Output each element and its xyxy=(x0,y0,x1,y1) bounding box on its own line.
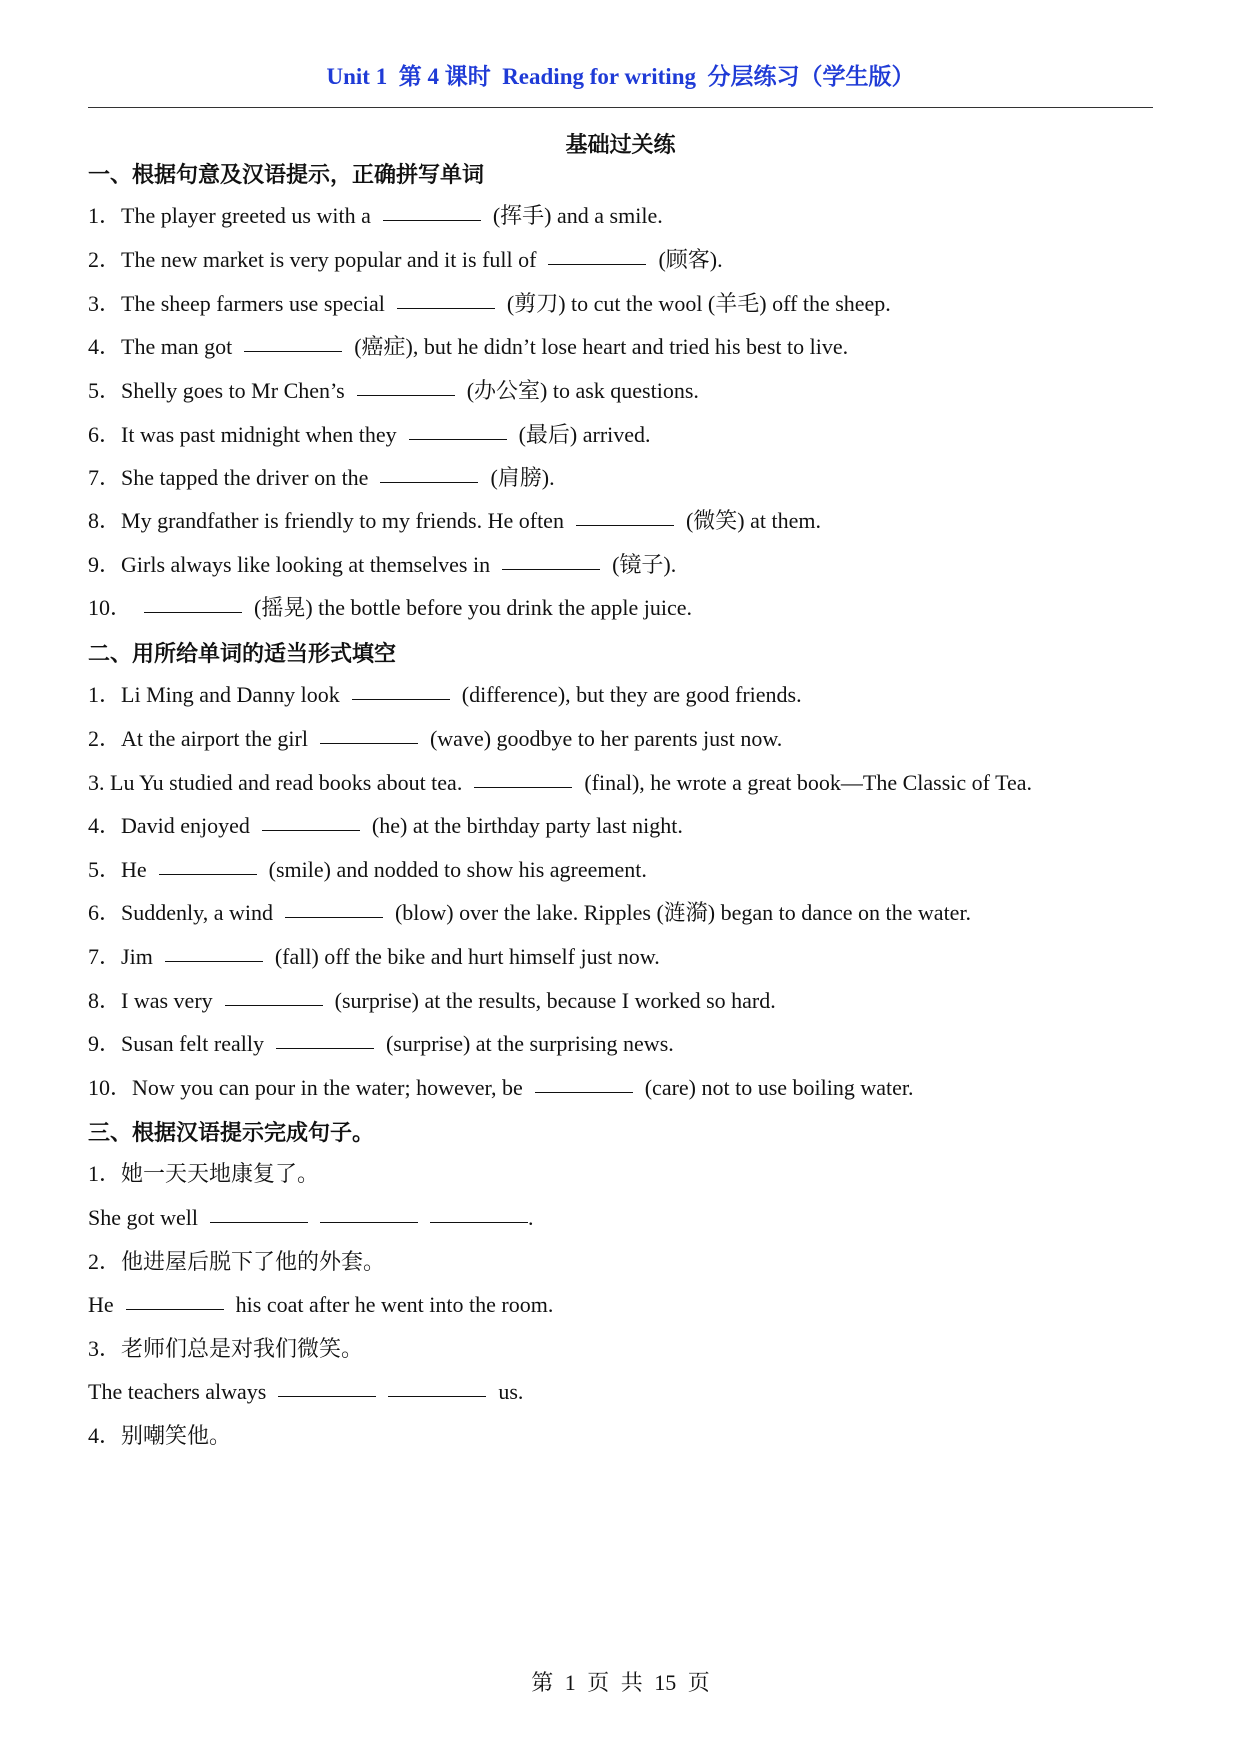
item-number: 7． xyxy=(88,944,122,969)
answer-blank[interactable] xyxy=(285,916,383,918)
answer-text-before: He xyxy=(88,1292,114,1317)
item-number: 6． xyxy=(88,422,122,447)
answer-text-after: . xyxy=(528,1205,534,1230)
s1-item-3 xyxy=(88,289,1198,319)
item-text-after: (final), he wrote a great book—The Classic of Tea. xyxy=(584,770,1032,795)
item-text-before: Jim xyxy=(121,944,153,969)
item-number: 5． xyxy=(88,857,122,882)
item-number: 2． xyxy=(88,726,122,751)
answer-blank[interactable] xyxy=(397,307,495,309)
header-divider xyxy=(88,107,1153,108)
s3-item-1-prompt xyxy=(88,1159,1198,1189)
s2-item-7 xyxy=(88,942,1198,972)
answer-blank[interactable] xyxy=(380,481,478,483)
s2-item-6 xyxy=(88,898,1198,928)
item-text-after: (顾客). xyxy=(658,247,723,272)
item-text-after: (摇晃) the bottle before you drink the apple juice. xyxy=(254,595,693,620)
s3-item-2-answer xyxy=(88,1290,1198,1320)
s2-item-5 xyxy=(88,855,1198,885)
item-text-before: I was very xyxy=(121,988,213,1013)
item-text-before: Li Ming and Danny look xyxy=(121,682,340,707)
answer-blank[interactable] xyxy=(388,1395,486,1397)
s2-item-3 xyxy=(88,768,1198,798)
answer-blank[interactable] xyxy=(210,1221,308,1223)
s3-item-3-prompt xyxy=(88,1334,1198,1364)
item-text-before: It was past midnight when they xyxy=(121,422,397,447)
answer-blank[interactable] xyxy=(357,394,455,396)
item-text-before: The player greeted us with a xyxy=(121,203,371,228)
item-text-after: (肩膀). xyxy=(490,465,555,490)
item-number: 6． xyxy=(88,900,122,925)
answer-blank[interactable] xyxy=(535,1091,633,1093)
item-number: 10． xyxy=(88,1075,133,1100)
item-text-before: Shelly goes to Mr Chen’s xyxy=(121,378,345,403)
s2-item-10 xyxy=(88,1073,1198,1103)
item-text-before: David enjoyed xyxy=(121,813,250,838)
item-number: 5． xyxy=(88,378,122,403)
answer-text-before: The teachers always xyxy=(88,1379,267,1404)
item-text-before: Suddenly, a wind xyxy=(121,900,273,925)
answer-blank[interactable] xyxy=(126,1308,224,1310)
s1-item-5 xyxy=(88,376,1198,406)
item-text-after: (wave) goodbye to her parents just now. xyxy=(429,726,783,751)
page-footer: 第 1 页 共 15 页 xyxy=(531,1670,710,1695)
s1-item-6 xyxy=(88,420,1198,450)
answer-blank[interactable] xyxy=(430,1221,528,1223)
item-text-before: She tapped the driver on the xyxy=(121,465,369,490)
answer-text-before: She got well xyxy=(88,1205,198,1230)
item-text-after: (办公室) to ask questions. xyxy=(466,378,699,403)
item-number: 4． xyxy=(88,334,122,359)
answer-blank[interactable] xyxy=(165,960,263,962)
answer-blank[interactable] xyxy=(502,568,600,570)
item-text-after: (镜子). xyxy=(612,552,677,577)
item-text-before: Now you can pour in the water; however, be xyxy=(132,1075,523,1100)
section-3-title: 三、根据汉语提示完成句子。 xyxy=(88,1120,375,1145)
answer-blank[interactable] xyxy=(244,350,342,352)
item-number: 2． xyxy=(88,1249,122,1274)
item-text-before: My grandfather is friendly to my friends. He often xyxy=(121,508,564,533)
item-number: 2． xyxy=(88,247,122,272)
answer-blank[interactable] xyxy=(548,263,646,265)
answer-text-after: us. xyxy=(498,1379,524,1404)
item-text-after: (挥手) and a smile. xyxy=(492,203,663,228)
s3-item-3-answer xyxy=(88,1377,1198,1407)
item-text-after: (fall) off the bike and hurt himself just now. xyxy=(274,944,660,969)
answer-blank[interactable] xyxy=(144,611,242,613)
item-number: 8． xyxy=(88,988,122,1013)
item-number: 10． xyxy=(88,595,133,620)
item-prompt: 别嘲笑他。 xyxy=(121,1423,232,1448)
item-text-after: (最后) arrived. xyxy=(518,422,651,447)
s1-item-10 xyxy=(88,593,1198,623)
document-header-title: Unit 1 第 4 课时 Reading for writing 分层练习（学生版） xyxy=(326,64,915,89)
item-number: 9． xyxy=(88,552,122,577)
item-number: 3. xyxy=(88,770,110,795)
item-text-after: (smile) and nodded to show his agreement. xyxy=(268,857,647,882)
s1-item-8 xyxy=(88,506,1198,536)
item-number: 1． xyxy=(88,203,122,228)
page-heading: 基础过关练 xyxy=(565,132,676,157)
item-text-before: The man got xyxy=(121,334,233,359)
item-text-after: (blow) over the lake. Ripples (涟漪) began to dance on the water. xyxy=(394,900,972,925)
item-number: 3． xyxy=(88,291,122,316)
answer-blank[interactable] xyxy=(409,438,507,440)
item-text-after: (difference), but they are good friends. xyxy=(461,682,802,707)
section-2-title: 二、用所给单词的适当形式填空 xyxy=(88,641,397,666)
s2-item-8 xyxy=(88,986,1198,1016)
answer-text-after: his coat after he went into the room. xyxy=(235,1292,554,1317)
item-text-before: Susan felt really xyxy=(121,1031,264,1056)
s1-item-4 xyxy=(88,332,1198,362)
item-number: 1． xyxy=(88,682,122,707)
item-prompt: 她一天天地康复了。 xyxy=(121,1161,320,1186)
answer-blank[interactable] xyxy=(225,1004,323,1006)
answer-blank[interactable] xyxy=(276,1047,374,1049)
item-text-before: Lu Yu studied and read books about tea. xyxy=(110,770,463,795)
item-number: 3． xyxy=(88,1336,122,1361)
item-text-before: He xyxy=(121,857,147,882)
answer-blank[interactable] xyxy=(383,219,481,221)
item-number: 4． xyxy=(88,813,122,838)
item-text-after: (surprise) at the results, because I worked so hard. xyxy=(334,988,776,1013)
item-text-after: (微笑) at them. xyxy=(685,508,821,533)
s2-item-9 xyxy=(88,1029,1198,1059)
answer-blank[interactable] xyxy=(262,829,360,831)
item-number: 4． xyxy=(88,1423,122,1448)
item-prompt: 老师们总是对我们微笑。 xyxy=(121,1336,364,1361)
item-text-after: (he) at the birthday party last night. xyxy=(371,813,683,838)
s3-item-4-prompt xyxy=(88,1421,1198,1451)
answer-blank[interactable] xyxy=(576,524,674,526)
answer-blank[interactable] xyxy=(278,1395,376,1397)
item-text-before: The sheep farmers use special xyxy=(121,291,385,316)
s2-item-2 xyxy=(88,724,1198,754)
answer-blank[interactable] xyxy=(474,786,572,788)
item-text-after: (癌症), but he didn’t lose heart and tried his best to live. xyxy=(354,334,849,359)
s3-item-2-prompt xyxy=(88,1247,1198,1277)
answer-blank[interactable] xyxy=(159,873,257,875)
item-number: 8． xyxy=(88,508,122,533)
s1-item-1 xyxy=(88,201,1198,231)
item-text-after: (剪刀) to cut the wool (羊毛) off the sheep. xyxy=(506,291,891,316)
item-text-after: (care) not to use boiling water. xyxy=(644,1075,914,1100)
item-number: 1． xyxy=(88,1161,122,1186)
s2-item-1 xyxy=(88,680,1198,710)
s1-item-7 xyxy=(88,463,1198,493)
s3-item-1-answer xyxy=(88,1203,1198,1233)
s1-item-9 xyxy=(88,550,1198,580)
s1-item-2 xyxy=(88,245,1198,275)
answer-blank[interactable] xyxy=(352,698,450,700)
item-prompt: 他进屋后脱下了他的外套。 xyxy=(121,1249,386,1274)
answer-blank[interactable] xyxy=(320,742,418,744)
item-text-after: (surprise) at the surprising news. xyxy=(385,1031,674,1056)
answer-blank[interactable] xyxy=(320,1221,418,1223)
item-number: 9． xyxy=(88,1031,122,1056)
item-text-before: The new market is very popular and it is full of xyxy=(121,247,537,272)
s2-item-4 xyxy=(88,811,1198,841)
item-number: 7． xyxy=(88,465,122,490)
section-1-title: 一、根据句意及汉语提示，正确拼写单词 xyxy=(88,162,485,187)
item-text-before: At the airport the girl xyxy=(121,726,308,751)
item-text-before: Girls always like looking at themselves in xyxy=(121,552,491,577)
